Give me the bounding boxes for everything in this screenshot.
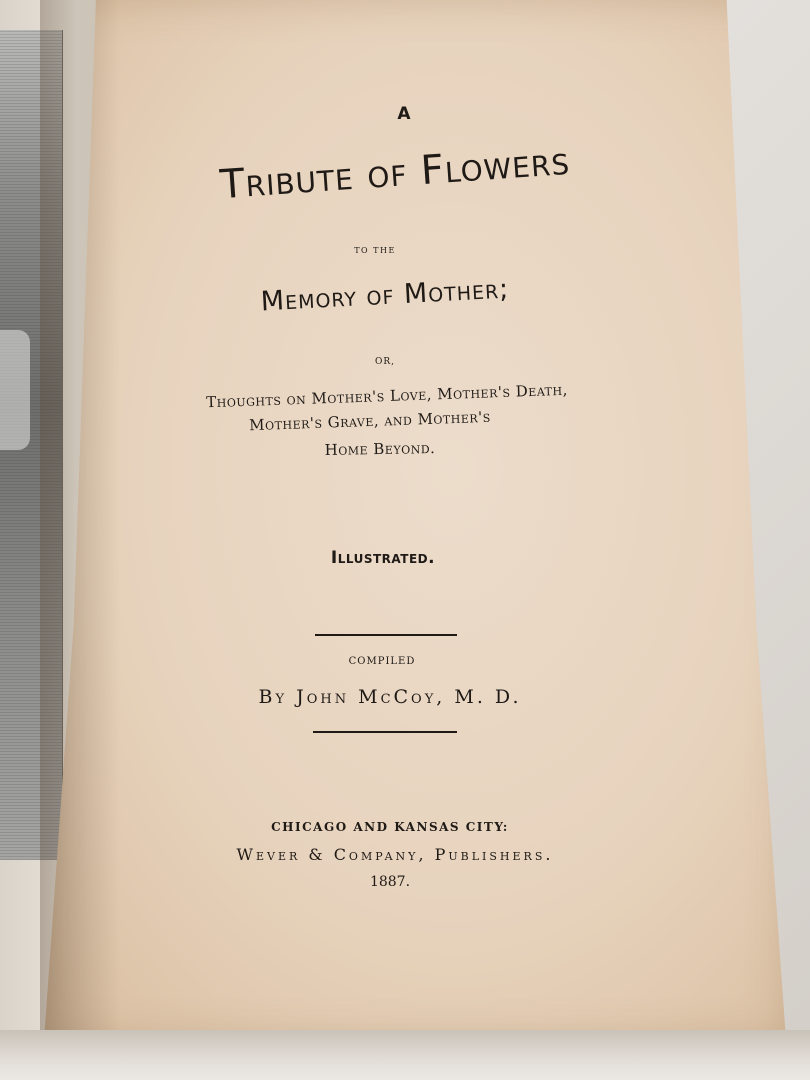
compiled-text: COMPILED [348, 656, 416, 667]
publisher-city: CHICAGO AND KANSAS CITY: [271, 820, 509, 834]
to-the-text: TO THE [354, 246, 396, 255]
memory-of-mother-text: Memory of Mother; [259, 273, 511, 318]
subtitle-line: Home Beyond. [324, 439, 436, 459]
publication-year: 1887. [369, 874, 411, 890]
subtitle-line: Mother's Grave, and Mother's [248, 407, 492, 435]
or-text: OR, [374, 357, 395, 367]
subtitle-line: Thoughts on Mother's Love, Mother's Death, [205, 380, 569, 412]
title-article: A [397, 104, 413, 124]
illustrated-text: Illustrated. [330, 548, 436, 568]
divider-rule [315, 634, 457, 636]
publisher-name: Wever & Company, Publishers. [236, 845, 554, 864]
divider-rule [313, 731, 457, 733]
page-bottom-edge [0, 1030, 810, 1080]
author-line: By John McCoy, M. D. [258, 686, 522, 708]
book-title: Tribute of Flowers [218, 137, 572, 209]
